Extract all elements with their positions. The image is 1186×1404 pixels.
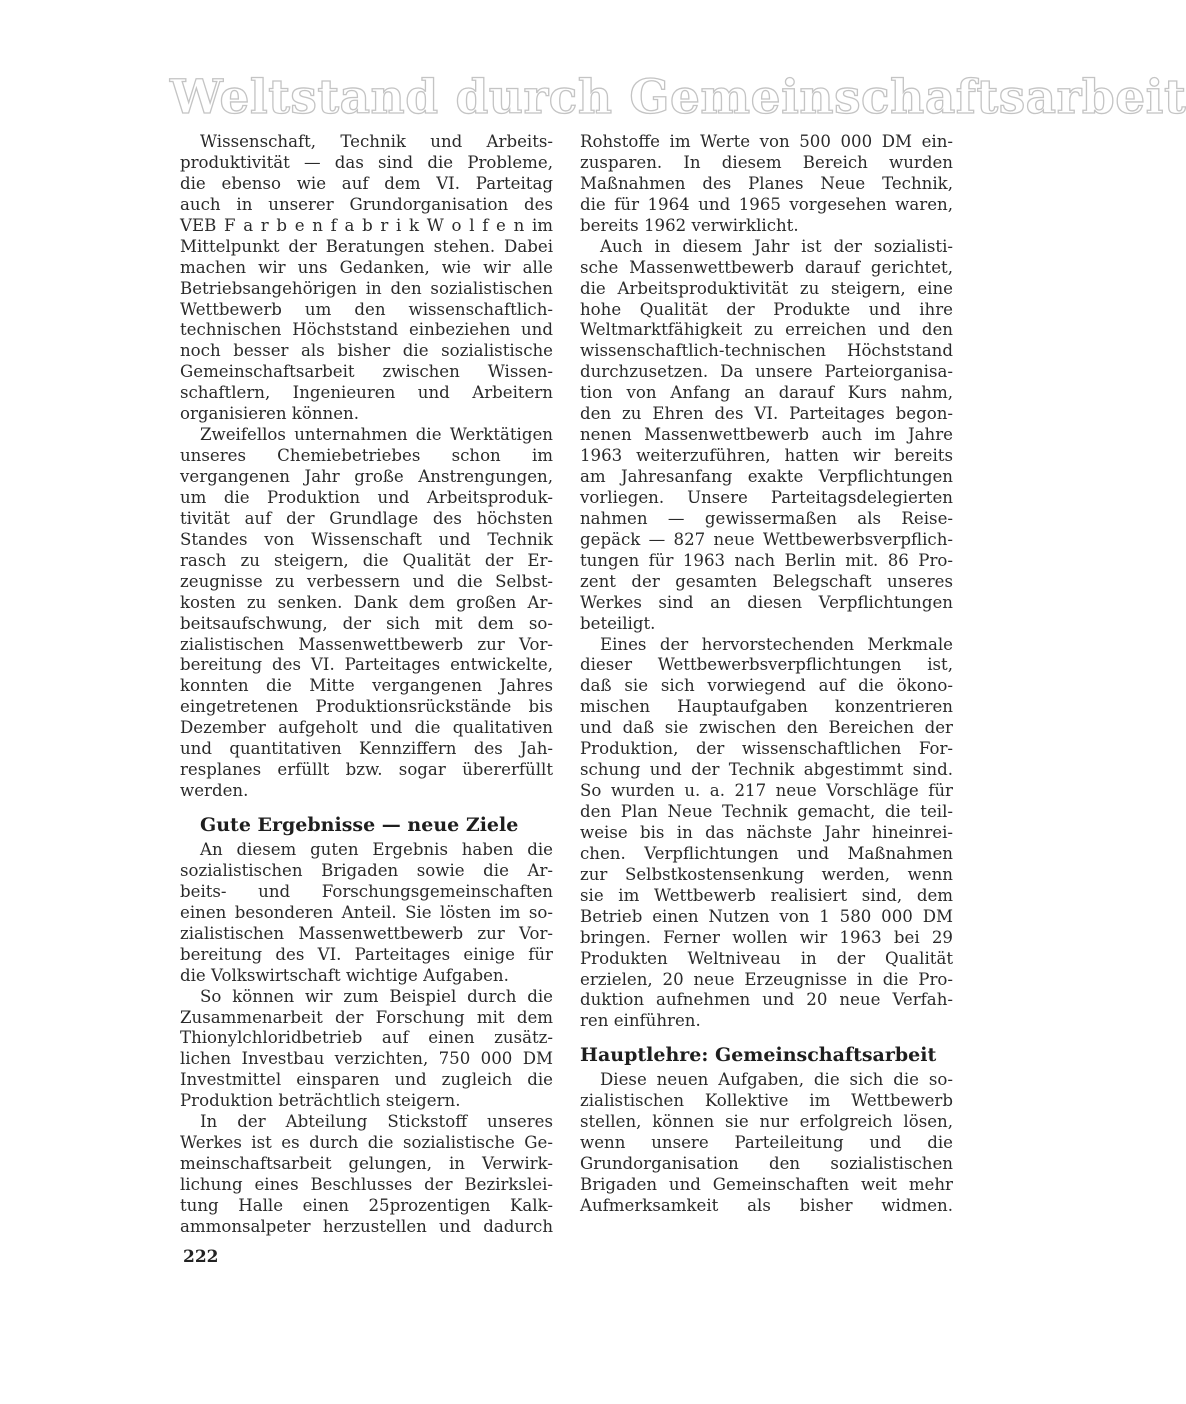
text-line: unseres Chemiebetriebes schon im [180, 446, 553, 466]
text-line: Dezember aufgeholt und die qualitativen [180, 718, 553, 738]
text-line: ren einführen. [580, 1011, 701, 1031]
text-line: den Plan Neue Technik gemacht, die teil- [580, 802, 953, 821]
text-line: Wissenschaft, Technik und Arbeits- [200, 132, 553, 151]
text-line: eingetretenen Produktionsrückstände bis [180, 697, 553, 717]
text-line: einen besonderen Anteil. Sie lösten im so- [180, 902, 553, 922]
section-heading: Gute Ergebnisse — neue Ziele [200, 814, 519, 836]
text-line: wenn unsere Parteileitung und die [580, 1133, 953, 1153]
text-line: Maßnahmen des Planes Neue Technik, [580, 173, 953, 193]
text-line: So wurden u. a. 217 neue Vorschläge für [580, 781, 953, 801]
right-column [580, 132, 953, 1217]
text-line: Aufmerksamkeit als bisher widmen. [580, 1195, 953, 1215]
text-line: Eines der hervorstechenden Merkmale [600, 634, 953, 654]
text-line: Rohstoffe im Werte von 500 000 DM ein- [580, 132, 953, 151]
text-line: und quantitativen Kennziffern des Jah- [180, 739, 553, 759]
section-gap [180, 802, 553, 810]
text-line: tung Halle einen 25prozentigen Kalk- [180, 1195, 553, 1215]
text-line: beits- und Forschungsgemeinschaften [180, 881, 553, 901]
text-line: Brigaden und Gemeinschaften weit mehr [580, 1175, 953, 1194]
text-line: bringen. Ferner wollen wir 1963 bei 29 [580, 927, 953, 947]
text-line: zeugnisse zu verbessern und die Selbst- [180, 571, 553, 591]
text-line: beitsaufschwung, der sich mit dem so- [180, 613, 553, 633]
text-line: Zweifellos unternahmen die Werktätigen [200, 425, 553, 445]
text-line: machen wir uns Gedanken, wie wir alle [180, 257, 553, 277]
text-line: rasch zu steigern, die Qualität der Er- [180, 550, 553, 570]
text-line: Investmittel einsparen und zugleich die [180, 1070, 553, 1090]
text-line: zur Selbstkostensenkung werden, wenn [580, 864, 953, 884]
text-line: daß sie sich vorwiegend auf die ökono- [580, 676, 953, 696]
text-line: Produkten Weltniveau in der Qualität [580, 948, 953, 968]
section-gap [580, 1032, 953, 1040]
text-line: Zusammenarbeit der Forschung mit dem [180, 1007, 553, 1027]
text-line: dieser Wettbewerbsverpflichtungen ist, [580, 655, 953, 675]
text-line: An diesem guten Ergebnis haben die [200, 840, 553, 859]
page-number: 222 [183, 1247, 219, 1267]
text-line: ammonsalpeter herzustellen und dadurch [180, 1216, 553, 1236]
text-line: lichung eines Beschlusses der Bezirkslei- [180, 1175, 553, 1194]
text-line: die Volkswirtschaft wichtige Aufgaben. [180, 965, 509, 985]
text-line: Produktion, der wissenschaftlichen For- [580, 739, 953, 759]
section-heading: Hauptlehre: Gemeinschaftsarbeit [580, 1044, 937, 1067]
text-line: organisieren können. [180, 404, 359, 424]
text-line: Mittelpunkt der Beratungen stehen. Dabei [180, 236, 553, 256]
text-line: So können wir zum Beispiel durch die [200, 986, 553, 1006]
left-column [180, 132, 553, 1238]
text-line: zent der gesamten Belegschaft unseres [580, 571, 953, 591]
text-line: zialistischen Massenwettbewerb zur Vor- [180, 634, 553, 654]
text-line: und daß sie zwischen den Bereichen der [580, 718, 953, 738]
text-line: tivität auf der Grundlage des höchsten [180, 508, 553, 528]
text-line: werden. [180, 781, 249, 801]
text-line: hohe Qualität der Produkte und ihre [580, 299, 953, 319]
text-line: vergangenen Jahr große Anstrengungen, [180, 467, 553, 486]
text-line: Standes von Wissenschaft und Technik [180, 529, 553, 549]
text-line: zialistischen Massenwettbewerb zur Vor- [180, 923, 553, 943]
text-line: durchzusetzen. Da unsere Parteiorganisa- [580, 362, 953, 382]
text-line: zialistischen Kollektive im Wettbewerb [580, 1091, 953, 1111]
text-line: sie im Wettbewerb realisiert sind, dem [580, 885, 953, 905]
text-line: Werkes sind an diesen Verpflichtungen [580, 592, 953, 612]
text-line: technischen Höchststand einbeziehen und [180, 320, 553, 340]
text-line: die ebenso wie auf dem VI. Parteitag [180, 173, 553, 193]
text-line: 1963 weiterzuführen, hatten wir bereits [580, 446, 953, 466]
text-line: kosten zu senken. Dank dem großen Ar- [180, 592, 553, 612]
text-line: Grundorganisation den sozialistischen [580, 1154, 953, 1174]
text-line: mischen Hauptaufgaben konzentrieren [580, 697, 953, 717]
text-line: auch in unserer Grundorganisation des [180, 194, 553, 214]
text-line: zusparen. In diesem Bereich wurden [580, 152, 953, 172]
text-line: bereitung des VI. Parteitages entwickelte, [180, 655, 553, 675]
text-line: die Arbeitsproduktivität zu steigern, eine [580, 278, 953, 298]
text-line: wissenschaftlich-technischen Höchststand [580, 341, 953, 361]
text-line: Thionylchloridbetrieb auf einen zusätz- [180, 1028, 553, 1048]
text-line: noch besser als bisher die sozialistische [180, 341, 553, 361]
text-line: Betrieb einen Nutzen von 1 580 000 DM [580, 906, 953, 926]
text-line: Gemeinschaftsarbeit zwischen Wissen- [180, 362, 553, 382]
text-line: gepäck — 827 neue Wettbewerbsverpflich- [580, 529, 953, 549]
text-line: Diese neuen Aufgaben, die sich die so- [600, 1070, 953, 1090]
text-line: lichen Investbau verzichten, 750 000 DM [180, 1049, 553, 1069]
text-line: Auch in diesem Jahr ist der sozialisti- [600, 236, 953, 256]
text-line: Wettbewerb um den wissenschaftlich- [180, 299, 553, 319]
text-line: VEB F a r b e n f a b r i k W o l f e n im [180, 215, 553, 235]
text-line: Weltmarktfähigkeit zu erreichen und den [580, 320, 953, 340]
text-line: nenen Massenwettbewerb auch im Jahre [580, 425, 953, 445]
text-line: den zu Ehren des VI. Parteitages begon- [580, 404, 953, 424]
text-line: Betriebsangehörigen in den sozialistischen [180, 278, 553, 298]
text-line: sche Massenwettbewerb darauf gerichtet, [580, 257, 953, 277]
text-line: weise bis in das nächste Jahr hineinrei- [580, 822, 953, 842]
text-line: bereits 1962 verwirklicht. [580, 215, 799, 235]
text-line: schung und der Technik abgestimmt sind. [580, 760, 953, 780]
text-line: am Jahresanfang exakte Verpflichtungen [580, 467, 953, 486]
text-line: resplanes erfüllt bzw. sogar übererfüllt [180, 760, 553, 780]
text-line: stellen, können sie nur erfolgreich lösen, [580, 1112, 953, 1132]
text-line: Produktion beträchtlich steigern. [180, 1091, 461, 1111]
text-line: vorliegen. Unsere Parteitagsdelegierten [580, 487, 953, 507]
text-line: tungen für 1963 nach Berlin mit. 86 Pro- [580, 550, 953, 570]
text-line: produktivität — das sind die Probleme, [180, 152, 553, 172]
text-line: die für 1964 und 1965 vorgesehen waren, [580, 194, 953, 214]
text-line: schaftlern, Ingenieuren und Arbeitern [180, 383, 553, 403]
text-line: bereitung des VI. Parteitages einige für [180, 944, 553, 964]
text-line: nahmen — gewissermaßen als Reise- [580, 508, 953, 528]
text-line: beteiligt. [580, 613, 656, 633]
text-line: erzielen, 20 neue Erzeugnisse in die Pro- [580, 969, 953, 989]
text-line: meinschaftsarbeit gelungen, in Verwirk- [180, 1154, 553, 1174]
text-line: duktion aufnehmen und 20 neue Verfah- [580, 990, 953, 1010]
text-line: chen. Verpflichtungen und Maßnahmen [580, 843, 953, 863]
article-headline: Weltstand durch Gemeinschaftsarbeit [170, 70, 1186, 125]
text-line: sozialistischen Brigaden sowie die Ar- [180, 860, 553, 880]
text-line: konnten die Mitte vergangenen Jahres [180, 676, 553, 696]
text-line: um die Produktion und Arbeitsproduk- [180, 487, 553, 507]
text-line: Werkes ist es durch die sozialistische Ge- [180, 1133, 553, 1153]
text-line: In der Abteilung Stickstoff unseres [200, 1112, 553, 1132]
text-line: tion von Anfang an darauf Kurs nahm, [580, 383, 953, 403]
